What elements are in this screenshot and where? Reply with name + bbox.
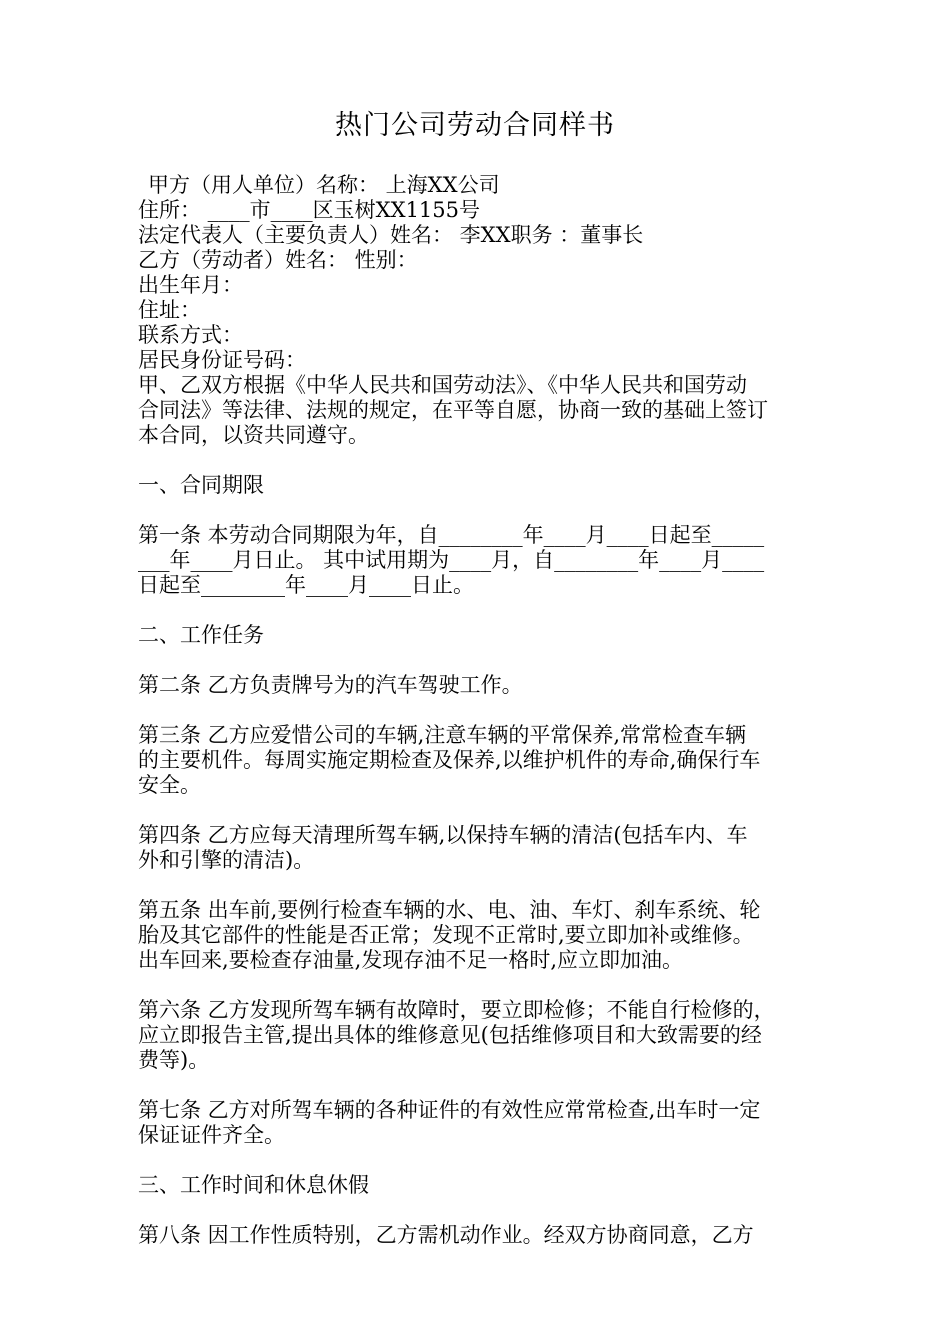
spacer	[138, 1148, 820, 1173]
article-1-line: 第一条 本劳动合同期限为年，自________年____月____日起至_____	[138, 523, 765, 547]
article-6-line: 第六条 乙方发现所驾车辆有故障时，要立即检修；不能自行检修的，	[138, 998, 775, 1022]
spacer	[138, 1073, 820, 1098]
spacer	[138, 698, 820, 723]
section-heading: 一、合同期限	[138, 473, 264, 497]
contact-field: 联系方式：	[138, 323, 243, 347]
spacer	[138, 973, 820, 998]
party-a-address: 住所： ____市____区玉树XX1155号	[138, 198, 481, 222]
article-4-line: 外和引擎的清洁)。	[138, 848, 315, 872]
article-5-line: 出车回来,要检查存油量,发现存油不足一格时,应立即加油。	[138, 948, 684, 972]
article-7-line: 第七条 乙方对所驾车辆的各种证件的有效性应常常检查,出车时一定	[138, 1098, 761, 1122]
spacer	[138, 498, 820, 523]
document-title: 热门公司劳动合同样书	[335, 110, 615, 141]
article-5-line: 胎及其它部件的性能是否正常；发现不正常时,要立即加补或维修。	[138, 923, 754, 947]
preamble-line: 合同法》等法律、法规的规定，在平等自愿，协商一致的基础上签订	[138, 398, 768, 422]
spacer	[138, 1198, 820, 1223]
article-3-line: 安全。	[138, 773, 201, 797]
document-body	[138, 173, 820, 1248]
article-3-line: 的主要机件。每周实施定期检查及保养,以维护机件的寿命,确保行车	[138, 748, 761, 772]
article-8-line: 第八条 因工作性质特别，乙方需机动作业。经双方协商同意，乙方	[138, 1223, 754, 1247]
preamble-line: 本合同，以资共同遵守。	[138, 423, 369, 447]
section-heading: 三、工作时间和休息休假	[138, 1173, 369, 1197]
article-2-line: 第二条 乙方负责牌号为的汽车驾驶工作。	[138, 673, 523, 697]
id-number-field: 居民身份证号码：	[138, 348, 306, 372]
spacer	[138, 448, 820, 473]
spacer	[138, 873, 820, 898]
party-b-name: 乙方（劳动者）姓名： 性别：	[138, 248, 418, 272]
birth-date-field: 出生年月：	[138, 273, 243, 297]
section-heading: 二、工作任务	[138, 623, 264, 647]
article-7-line: 保证证件齐全。	[138, 1123, 285, 1147]
spacer	[138, 798, 820, 823]
article-3-line: 第三条 乙方应爱惜公司的车辆,注意车辆的平常保养,常常检查车辆	[138, 723, 747, 747]
article-6-line: 应立即报告主管,提出具体的维修意见(包括维修项目和大致需要的经	[138, 1023, 762, 1047]
article-6-line: 费等)。	[138, 1048, 210, 1072]
article-4-line: 第四条 乙方应每天清理所驾车辆,以保持车辆的清洁(包括车内、车	[138, 823, 748, 847]
address-field: 住址：	[138, 298, 201, 322]
article-5-line: 第五条 出车前,要例行检查车辆的水、电、油、车灯、刹车系统、轮	[138, 898, 761, 922]
spacer	[138, 648, 820, 673]
article-1-line: ___年____月日止。 其中试用期为____月，自________年____月____	[138, 548, 765, 572]
preamble-line: 甲、乙双方根据《中华人民共和国劳动法》、《中华人民共和国劳动	[138, 373, 747, 397]
spacer	[138, 598, 820, 623]
article-1-line: 日起至________年____月____日止。	[138, 573, 474, 597]
legal-representative: 法定代表人（主要负责人）姓名： 李XX职务 ：董事长	[138, 223, 644, 247]
party-a-name: 甲方（用人单位）名称： 上海XX公司	[148, 173, 500, 197]
